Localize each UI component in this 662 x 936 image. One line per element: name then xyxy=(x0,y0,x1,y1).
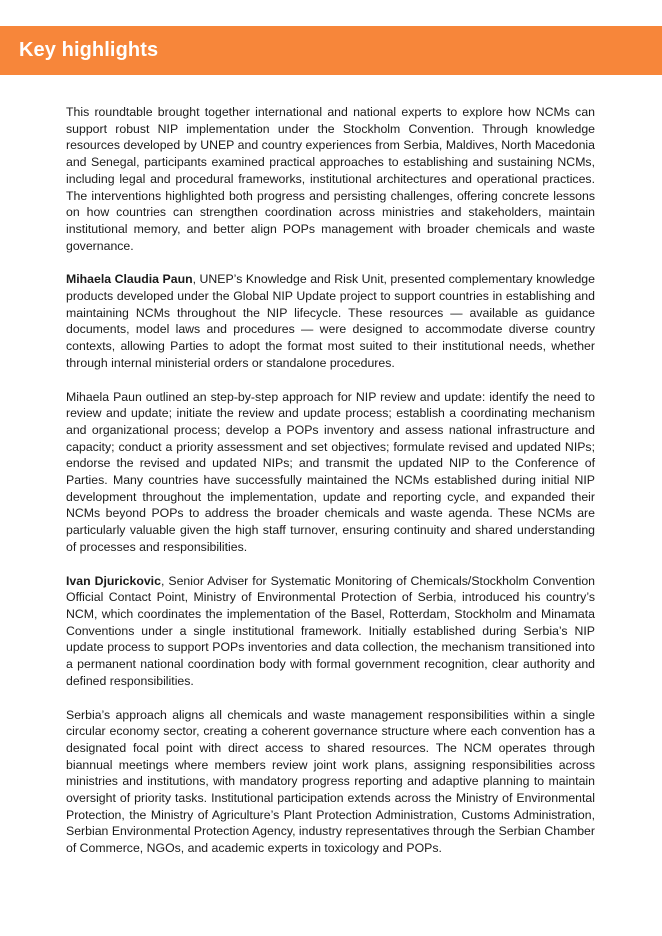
section-header-banner xyxy=(0,26,662,75)
paragraph-serbia-approach xyxy=(66,707,595,857)
speaker-name: Ivan Djurickovic xyxy=(66,573,161,588)
paragraph-text: Serbia’s approach aligns all chemicals and waste management responsibilities within a single circular economy sector, creating a coherent governance structure where each convention has a designated focal point with direct access to shared resources. The NCM operates through biannual meetings where members review joint work plans, assigning responsibilities across ministries and institutions, with mandatory progress reporting and adaptive planning to maintain oversight of priority tasks. Institutional participation extends across the Ministry of Environmental Protection, the Ministry of Agriculture’s Plant Protection Administration, Customs Administration, Serbian Environmental Protection Agency, industry representatives through the Serbian Chamber of Commerce, NGOs, and academic experts in toxicology and POPs. xyxy=(66,707,595,856)
body-content xyxy=(66,104,595,874)
paragraph-text: Mihaela Paun outlined an step-by-step approach for NIP review and update: identify the need to review and update; initiate the review and update process; establish a coordinating mechanism and organizational process; develop a POPs inventory and assess national infrastructure and capacity; conduct a priority assessment and set objectives; formulate revised and updated NIPs; endorse the revised and updated NIPs; and transmit the updated NIP to the Conference of Parties. Many countries have successfully maintained the NCMs established during initial NIP development throughout the implementation, update and reporting cycle, and expanded their NCMs beyond POPs to address the broader chemicals and waste agenda. These NCMs are particularly valuable given the high staff turnover, ensuring continuity and shared understanding of processes and responsibilities. xyxy=(66,389,595,554)
paragraph-text: , Senior Adviser for Systematic Monitoring of Chemicals/Stockholm Convention Official Contact Point, Ministry of Environmental Protection of Serbia, introduced his country’s NCM, which coordinates the implementation of the Basel, Rotterdam, Stockholm and Minamata Conventions under a single institutional framework. Initially established during Serbia’s NIP update process to support POPs inventories and data collection, the mechanism transitioned into a permanent national coordination body with formal government recognition, clear authority and defined responsibilities. xyxy=(66,573,595,688)
paragraph-djurickovic-intro xyxy=(66,573,595,690)
paragraph-text: , UNEP’s Knowledge and Risk Unit, presented complementary knowledge products developed under the Global NIP Update project to support countries in establishing and maintaining NCMs throughout the NIP lifecycle. These resources — available as guidance documents, model laws and procedures — were designed to accommodate diverse country contexts, allowing Parties to adopt the format most suited to their institutional needs, whether through internal ministerial orders or standalone procedures. xyxy=(66,272,595,370)
paragraph-paun-intro xyxy=(66,271,595,371)
paragraph-intro xyxy=(66,104,595,254)
section-title: Key highlights xyxy=(19,39,159,61)
speaker-name: Mihaela Claudia Paun xyxy=(66,272,193,287)
paragraph-text: This roundtable brought together international and national experts to explore how NCMs can support robust NIP implementation under the Stockholm Convention. Through knowledge resources developed by UNEP and country experiences from Serbia, Maldives, North Macedonia and Senegal, participants examined practical approaches to establishing and sustaining NCMs, including legal and procedural frameworks, institutional architectures and operational practices. The interventions highlighted both progress and persisting challenges, offering concrete lessons on how countries can strengthen coordination across ministries and stakeholders, maintain institutional memory, and better align POPs management with broader chemicals and waste governance. xyxy=(66,105,595,253)
paragraph-nip-steps xyxy=(66,389,595,556)
